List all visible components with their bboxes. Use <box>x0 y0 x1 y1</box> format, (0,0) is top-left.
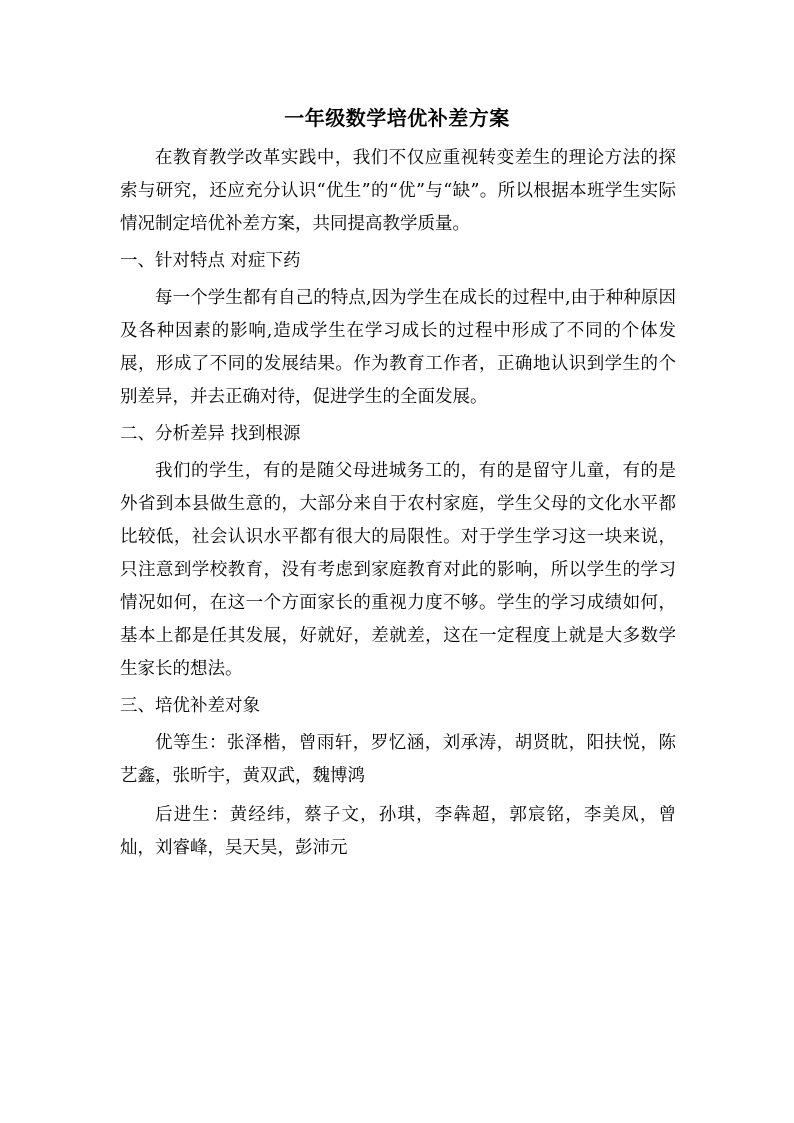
document-title: 一年级数学培优补差方案 <box>284 106 510 130</box>
document-body <box>120 142 676 865</box>
struggling-students-list: 后进生：黄经纬，蔡子文，孙琪，李犇超，郭宸铭，李美凤，曾灿，刘睿峰，吴天昊，彭沛元 <box>120 805 676 858</box>
section-3-heading: 三、培优补差对象 <box>120 696 260 716</box>
top-students-list: 优等生：张泽楷，曾雨轩，罗忆涵，刘承涛，胡贤眈，阳扶悦，陈艺鑫，张昕宇，黄双武，魏博鸿 <box>120 733 676 786</box>
section-1-heading: 一、针对特点 对症下药 <box>120 251 301 271</box>
section-2-body: 我们的学生，有的是随父母进城务工的，有的是留守儿童，有的是外省到本县做生意的，大部分来自于农村家庭，学生父母的文化水平都比较低，社会认识水平都有很大的局限性。对于学生学习这一块来说，只注意到学校教育，没有考虑到家庭教育对此的影响，所以学生的学习情况如何，在这一个方面家长的重视力度不够。学生的学习成绩如何，基本上都是任其发展，好就好，差就差，这在一定程度上就是大多数学生家长的想法。 <box>120 461 676 679</box>
intro-paragraph: 在教育教学改革实践中，我们不仅应重视转变差生的理论方法的探索与研究，还应充分认识“优生”的“优”与“缺”。所以根据本班学生实际情况制定培优补差方案，共同提高教学质量。 <box>120 148 676 234</box>
section-1-body: 每一个学生都有自己的特点,因为学生在成长的过程中,由于种种原因及各种因素的影响,造成学生在学习成长的过程中形成了不同的个体发展，形成了不同的发展结果。作为教育工作者，正确地认识到学生的个别差异，并去正确对待，促进学生的全面发展。 <box>120 288 676 407</box>
section-2-heading: 二、分析差异 找到根源 <box>120 424 301 444</box>
